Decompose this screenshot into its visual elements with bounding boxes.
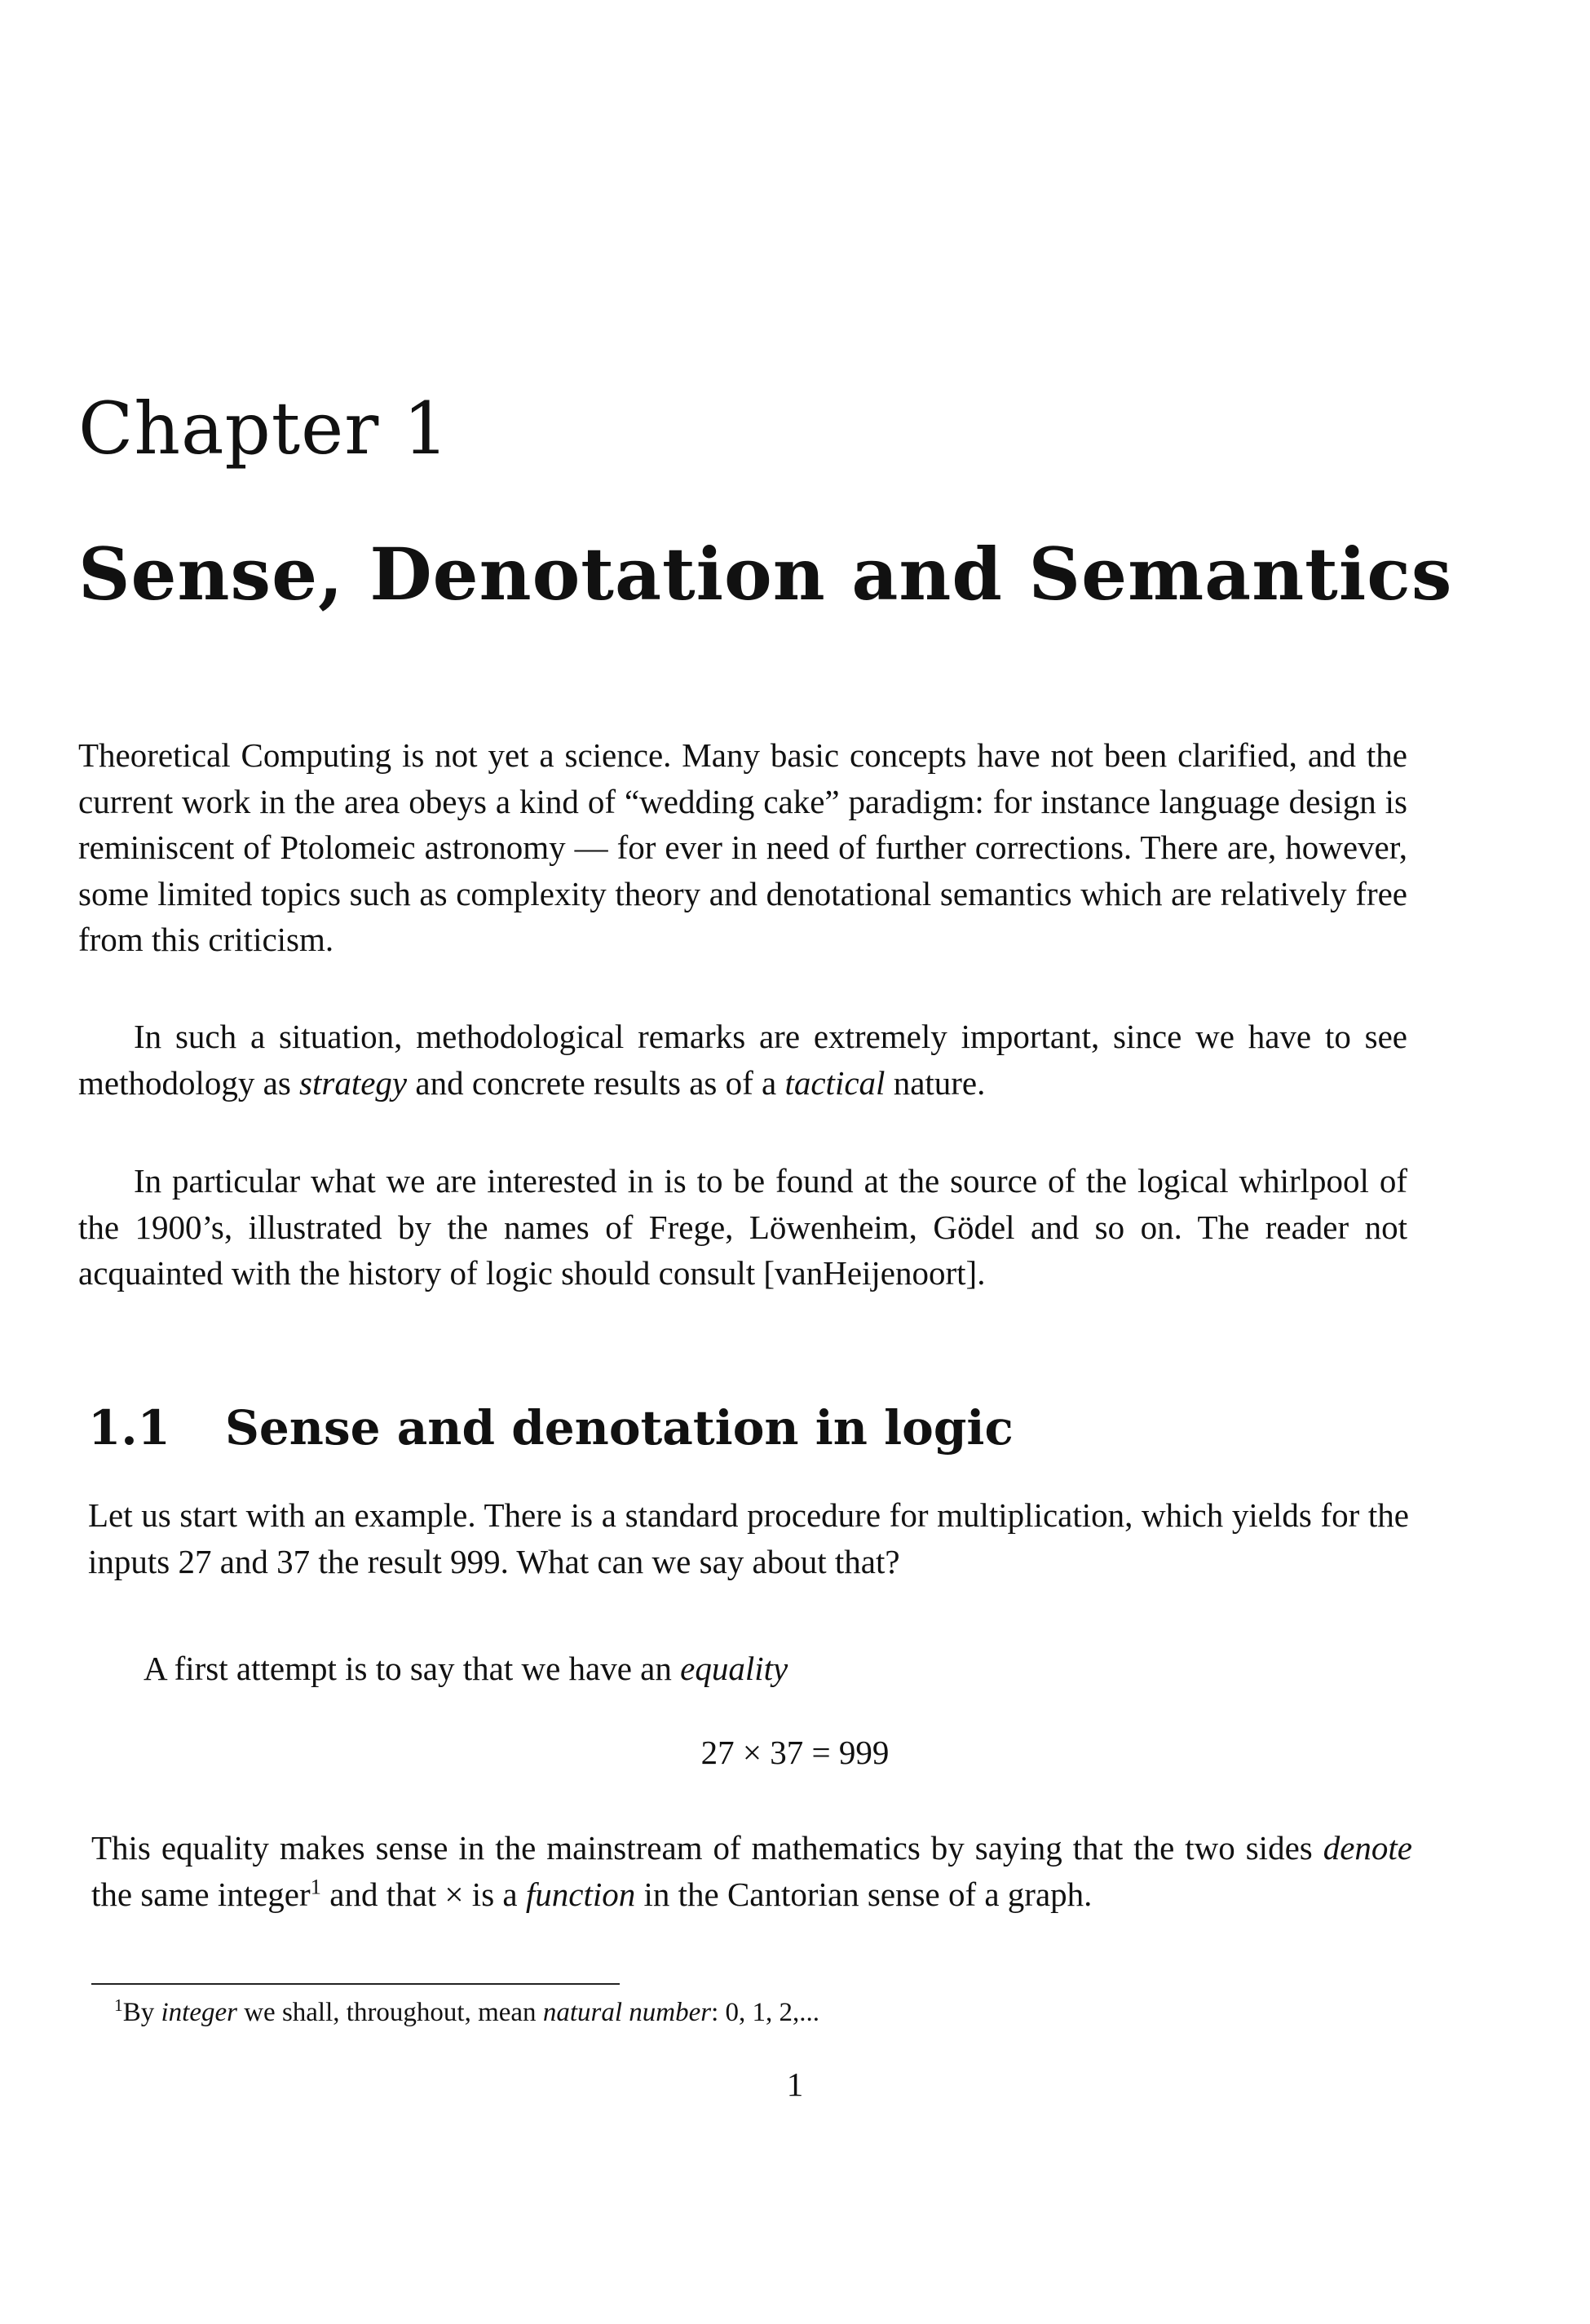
- emphasis-function: function: [525, 1875, 636, 1913]
- emphasis-tactical: tactical: [784, 1063, 886, 1102]
- emphasis-integer: integer: [161, 1998, 237, 2027]
- text-run: we shall, throughout, mean: [236, 1998, 543, 2027]
- text-run: In such a situation, methodological remarks are extremely important, since we have to see methodology as: [78, 1018, 1407, 1102]
- text-run: By: [122, 1998, 161, 2027]
- display-equation: 27 × 37 = 999: [700, 1734, 890, 1771]
- page-number: 1: [786, 2066, 804, 2103]
- footnote-marker: 1: [310, 1873, 321, 1898]
- section-heading: [88, 1400, 1014, 1456]
- text-run: in the Cantorian sense of a graph.: [635, 1875, 1093, 1913]
- text-run: and concrete results as of a: [407, 1063, 785, 1102]
- emphasis-equality: equality: [680, 1650, 788, 1687]
- text-run: the same integer: [91, 1875, 311, 1913]
- footnote: [114, 1995, 819, 2030]
- text-run: A first attempt is to say that we have an: [144, 1650, 681, 1687]
- footnote-number: 1: [114, 1995, 123, 2015]
- chapter-label: Chapter 1: [78, 387, 450, 471]
- intro-paragraph-1: Theoretical Computing is not yet a science. Many basic concepts have not been clarified, and the current work in the area obeys a kind of “wedding cake” paradigm: for instance language design is reminiscent of Ptolomeic astronomy — for ever in need of further corrections. There are, however, some limited topics such as complexity theory and denotational semantics which are relatively free from this criticism.: [78, 736, 1407, 958]
- section-title: Sense and denotation in logic: [225, 1400, 1014, 1456]
- emphasis-denote: denote: [1323, 1829, 1412, 1867]
- emphasis-strategy: strategy: [299, 1063, 408, 1102]
- intro-paragraph-3: In particular what we are interested in is to be found at the source of the logical whirlpool of the 1900’s, illustrated by the names of Frege, Löwenheim, Gödel and so on. The reader not acquainted with the history of logic should consult [vanHeijenoort].: [78, 1162, 1407, 1292]
- section-paragraph-2: [88, 1646, 1409, 1692]
- text-run: nature.: [885, 1063, 986, 1102]
- section-paragraph-1: Let us start with an example. There is a standard procedure for multiplication, which yields for the inputs 27 and 37 the result 999. What can we say about that?: [88, 1496, 1409, 1580]
- chapter-title: Sense, Denotation and Semantics: [78, 532, 1453, 616]
- text-run: and that × is a: [321, 1875, 526, 1913]
- section-number: 1.1: [88, 1400, 170, 1456]
- footnote-divider: [91, 1983, 620, 1985]
- text-run: This equality makes sense in the mainstream of mathematics by saying that the two sides: [91, 1829, 1323, 1867]
- section-paragraph-3: [91, 1825, 1412, 1917]
- emphasis-natural-number: natural number: [542, 1998, 712, 2027]
- intro-paragraph-2: [78, 1014, 1407, 1106]
- text-run: : 0, 1, 2,...: [711, 1998, 819, 2027]
